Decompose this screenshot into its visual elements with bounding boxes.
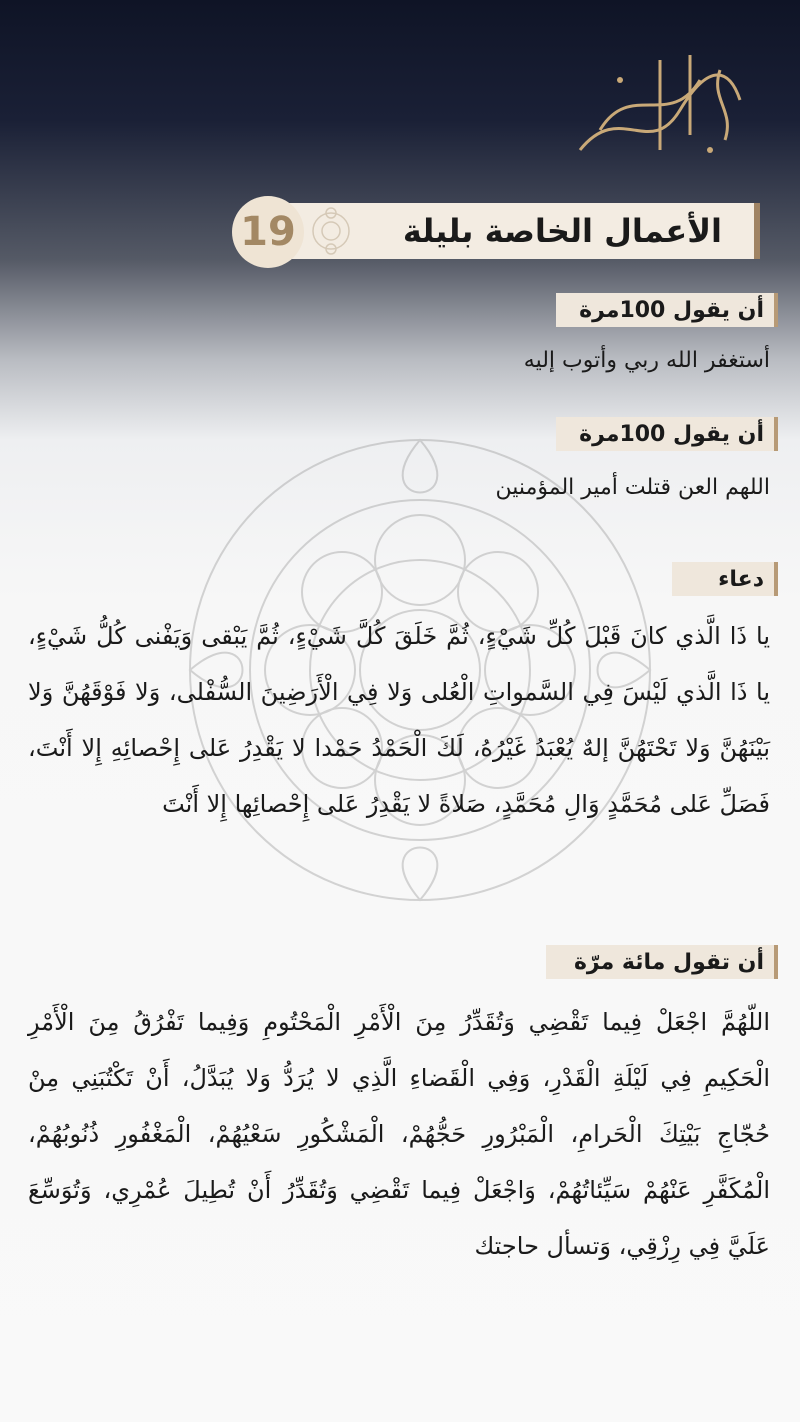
- section-text-2: اللهم العن قتلت أمير المؤمنين: [495, 475, 770, 500]
- section-heading-4: أن تقول مائة مرّة: [546, 945, 778, 979]
- page-title: الأعمال الخاصة بليلة: [402, 212, 722, 250]
- day-number-badge: 19: [232, 196, 304, 268]
- section-text-1: أستغفر الله ربي وأتوب إليه: [523, 348, 770, 373]
- dua-text: يا ذَا الَّذي كانَ قَبْلَ كُلِّ شَيْءٍ، ثُمَّ خَلَقَ كُلَّ شَيْءٍ، ثُمَّ يَبْقى وَيَفْنى كُلُّ شَيْءٍ، يا ذَا الَّذي لَيْسَ فِي السَّمواتِ الْعُلى وَلا فِي الْأَرَضِينَ السُّفْلى، وَلا فَوْقَهُنَّ وَلا بَيْنَهُنَّ وَلا تَحْتَهُنَّ إلهٌ يُعْبَدُ غَيْرُهُ، لَكَ الْحَمْدُ حَمْدا لا يَقْدِرُ عَلى إِحْصائِهِ إِلا أَنْتَ، فَصَلِّ عَلى مُحَمَّدٍ وَالِ مُحَمَّدٍ، صَلاةً لا يَقْدِرُ عَلى إِحْصائِها إِلا أَنْتَ: [28, 622, 770, 818]
- section-heading-dua: دعاء: [672, 562, 778, 596]
- section-heading-1: أن يقول 100مرة: [556, 293, 778, 327]
- laylat-al-qadr-logo-icon: [560, 40, 760, 170]
- decorative-pattern-icon: [306, 206, 356, 256]
- dua-text-2: اللّهُمَّ اجْعَلْ فِيما تَقْضِي وَتُقَدِّرُ مِنَ الْأَمْرِ الْمَحْتُومِ وَفِيما تَفْرُقُ مِنَ الْأَمْرِ الْحَكِيمِ فِي لَيْلَةِ الْقَدْرِ، وَفِي الْقَضاءِ الَّذِي لا يُرَدُّ وَلا يُبَدَّلُ، أَنْ تَكْتُبَنِي مِنْ حُجّاجِ بَيْتِكَ الْحَرامِ، الْمَبْرُورِ حَجُّهُمْ، الْمَشْكُورِ سَعْيُهُمْ، الْمَغْفُورِ ذُنُوبُهُمْ، الْمُكَفَّرِ عَنْهُمْ سَيِّئاتُهُمْ، وَاجْعَلْ فِيما تَقْضِي وَتُقَدِّرُ أَنْ تُطِيلَ عُمْرِي، وَتُوَسِّعَ عَلَيَّ فِي رِزْقِي، وَتسأل حاجتك: [28, 1008, 770, 1260]
- section-heading-2: أن يقول 100مرة: [556, 417, 778, 451]
